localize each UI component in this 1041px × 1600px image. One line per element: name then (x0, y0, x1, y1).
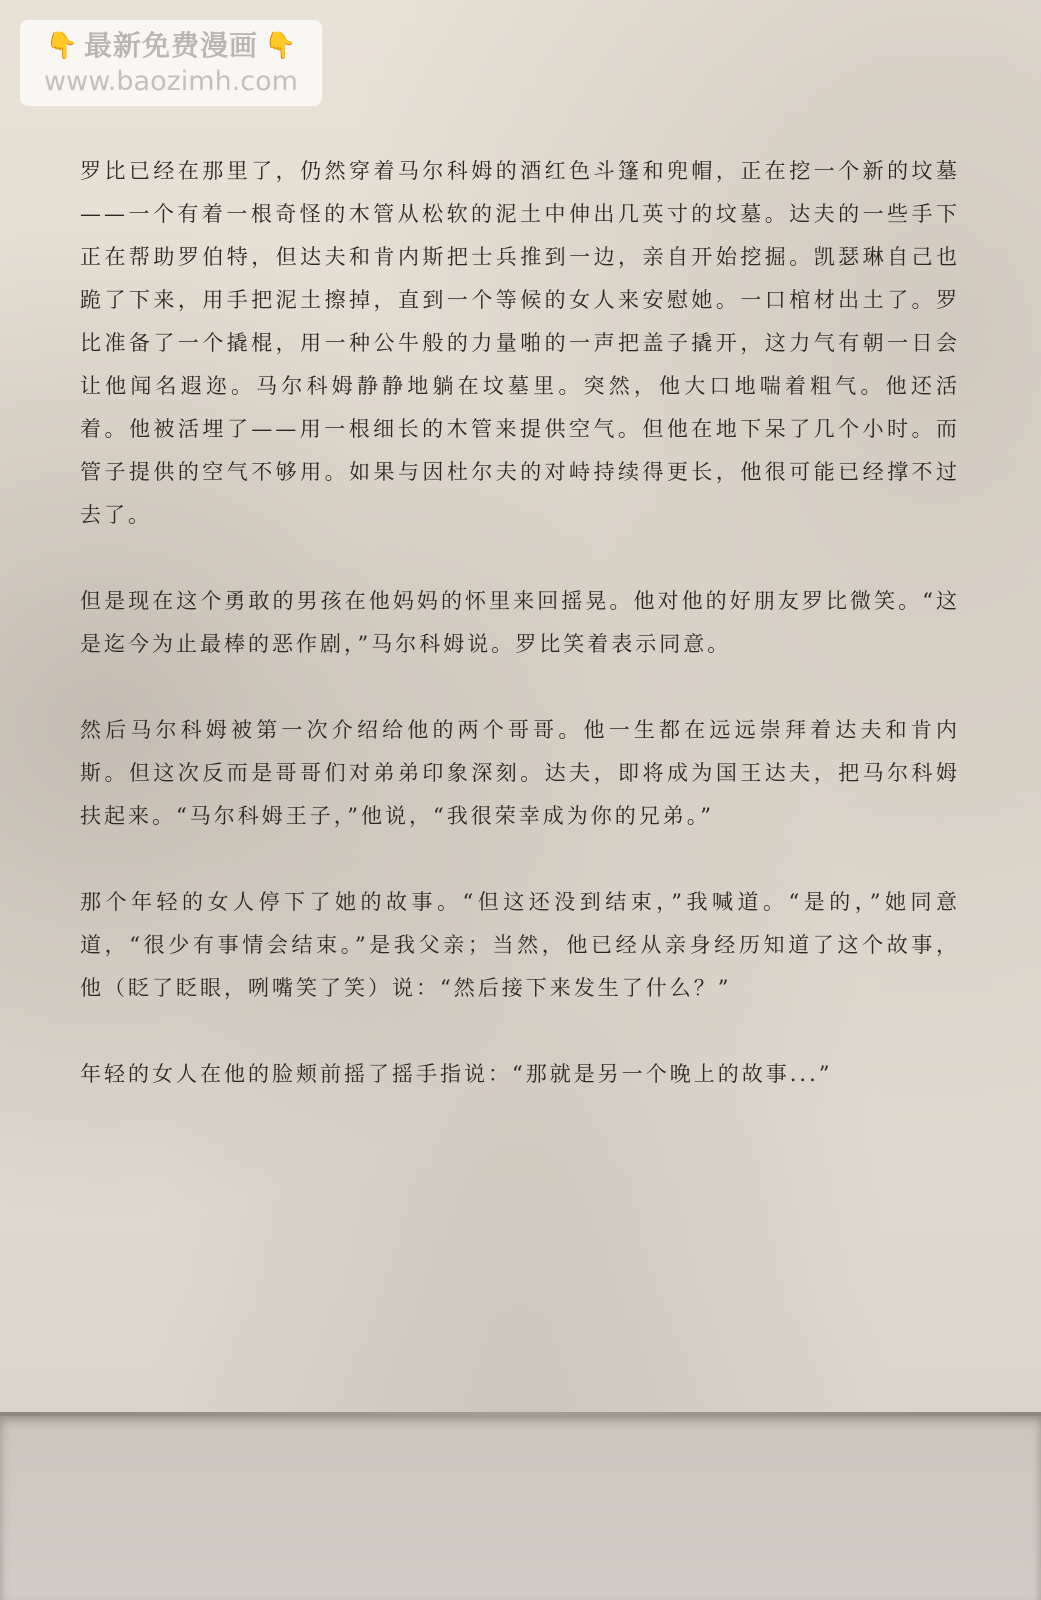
pointing-down-icon: 👇 (264, 31, 297, 61)
story-paragraph-1: 罗比已经在那里了，仍然穿着马尔科姆的酒红色斗篷和兜帽，正在挖一个新的坟墓——一个有着一根奇怪的木管从松软的泥土中伸出几英寸的坟墓。达夫的一些手下正在帮助罗伯特，但达夫和肯内斯把士兵推到一边，亲自开始挖掘。凯瑟琳自己也跪了下来，用手把泥土擦掉，直到一个等候的女人来安慰她。一口棺材出土了。罗比准备了一个撬棍，用一种公牛般的力量啪的一声把盖子撬开，这力气有朝一日会让他闻名遐迩。马尔科姆静静地躺在坟墓里。突然，他大口地喘着粗气。他还活着。他被活埋了——用一根细长的木管来提供空气。但他在地下呆了几个小时。而管子提供的空气不够用。如果与因杜尔夫的对峙持续得更长，他很可能已经撑不过去了。 (80, 159, 960, 527)
paper-bottom-edge (0, 1412, 1041, 1600)
story-text (80, 150, 960, 1139)
story-paragraph-3: 然后马尔科姆被第一次介绍给他的两个哥哥。他一生都在远远崇拜着达夫和肯内斯。但这次反而是哥哥们对弟弟印象深刻。达夫，即将成为国王达夫，把马尔科姆扶起来。“马尔科姆王子，”他说，“我很荣幸成为你的兄弟。” (80, 718, 960, 828)
story-paragraph-4: 那个年轻的女人停下了她的故事。“但这还没到结束，”我喊道。“是的，”她同意道，“很少有事情会结束。”是我父亲；当然，他已经从亲身经历知道了这个故事，他（眨了眨眼，咧嘴笑了笑）说：“然后接下来发生了什么？” (80, 890, 960, 1000)
watermark-url[interactable]: www.baozimh.com (44, 66, 298, 97)
watermark-title-row (36, 28, 306, 64)
story-paragraph-2: 但是现在这个勇敢的男孩在他妈妈的怀里来回摇晃。他对他的好朋友罗比微笑。“这是迄今为止最棒的恶作剧，”马尔科姆说。罗比笑着表示同意。 (80, 589, 960, 656)
watermark-badge[interactable] (20, 20, 322, 106)
watermark-title: 最新免费漫画 (83, 29, 258, 62)
pointing-down-icon: 👇 (45, 31, 78, 61)
story-paragraph-5: 年轻的女人在他的脸颊前摇了摇手指说：“那就是另一个晚上的故事...” (80, 1062, 833, 1086)
